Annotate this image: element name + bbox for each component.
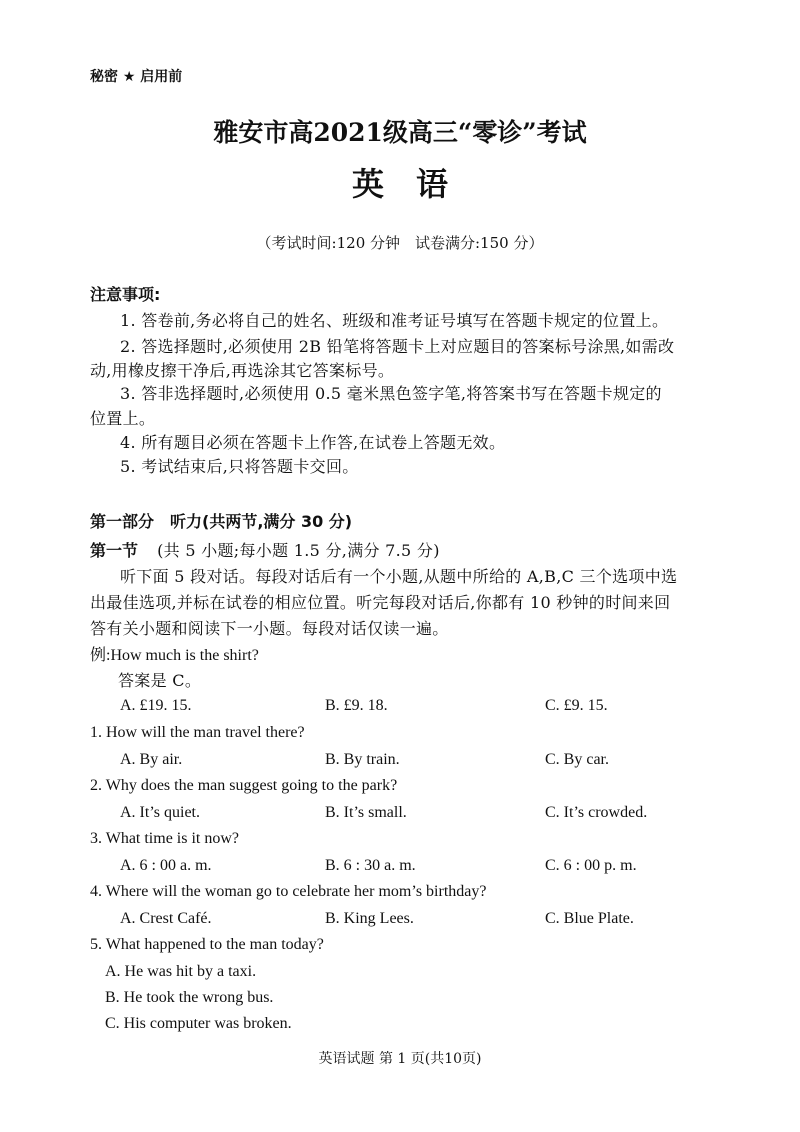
option-b: B. £9. 18. <box>325 697 388 714</box>
option-b: B. He took the wrong bus. <box>105 989 274 1006</box>
notes-heading: 注意事项: <box>90 285 161 304</box>
option-a: A. £19. 15. <box>120 697 192 714</box>
question-text: 5. What happened to the man today? <box>90 936 324 953</box>
option-c: C. £9. 15. <box>545 697 608 714</box>
section-line <box>90 543 440 559</box>
exam-title: 雅安市高2021级高三“零诊”考试 <box>213 118 587 147</box>
instruction-line: 听下面 5 段对话。每段对话后有一个小题,从题中所给的 A,B,C 三个选项中选 <box>120 567 678 586</box>
question-text: 3. What time is it now? <box>90 830 240 847</box>
option-a: A. By air. <box>120 751 183 768</box>
section-info: (共 5 小题;每小题 1.5 分,满分 7.5 分) <box>157 541 440 560</box>
instruction-line: 出最佳选项,并标在试卷的相应位置。听完每段对话后,你都有 10 秒钟的时间来回 <box>90 593 671 612</box>
subject-title: 英 语 <box>351 165 448 203</box>
note-line: 1. 答卷前,务必将自己的姓名、班级和准考证号填写在答题卡规定的位置上。 <box>120 311 669 330</box>
option-c: C. 6 : 00 p. m. <box>545 857 637 874</box>
page-footer: 英语试题 第 1 页(共10页) <box>318 1051 482 1067</box>
question-text: 4. Where will the woman go to celebrate her mom’s birthday? <box>90 883 487 900</box>
option-b: B. 6 : 30 a. m. <box>325 857 416 874</box>
part1-heading: 第一部分 听力(共两节,满分 30 分) <box>90 512 353 531</box>
option-a: A. It’s quiet. <box>120 804 200 821</box>
example-answer: 答案是 C。 <box>118 671 202 690</box>
section-label: 第一节 <box>90 541 139 560</box>
option-b: B. King Lees. <box>325 910 414 927</box>
question-text: 2. Why does the man suggest going to the park? <box>90 777 398 794</box>
note-line: 位置上。 <box>90 409 156 428</box>
option-c: C. His computer was broken. <box>105 1015 292 1032</box>
example-question: 例:How much is the shirt? <box>90 647 259 664</box>
note-line: 2. 答选择题时,必须使用 2B 铅笔将答题卡上对应题目的答案标号涂黑,如需改 <box>120 337 675 356</box>
option-b: B. It’s small. <box>325 804 407 821</box>
exam-meta: （考试时间:120 分钟 试卷满分:150 分） <box>256 234 544 252</box>
instruction-line: 答有关小题和阅读下一小题。每段对话仅读一遍。 <box>90 619 449 638</box>
option-a: A. 6 : 00 a. m. <box>120 857 212 874</box>
option-a: A. He was hit by a taxi. <box>105 963 257 980</box>
secret-label: 秘密 ★ 启用前 <box>90 69 183 85</box>
note-line: 4. 所有题目必须在答题卡上作答,在试卷上答题无效。 <box>120 433 506 452</box>
option-c: C. Blue Plate. <box>545 910 634 927</box>
note-line: 动,用橡皮擦干净后,再选涂其它答案标号。 <box>90 361 395 380</box>
question-text: 1. How will the man travel there? <box>90 724 305 741</box>
note-line: 5. 考试结束后,只将答题卡交回。 <box>120 457 359 476</box>
option-b: B. By train. <box>325 751 400 768</box>
option-c: C. It’s crowded. <box>545 804 648 821</box>
note-line: 3. 答非选择题时,必须使用 0.5 毫米黑色签字笔,将答案书写在答题卡规定的 <box>120 384 662 403</box>
option-a: A. Crest Café. <box>120 910 212 927</box>
option-c: C. By car. <box>545 751 609 768</box>
